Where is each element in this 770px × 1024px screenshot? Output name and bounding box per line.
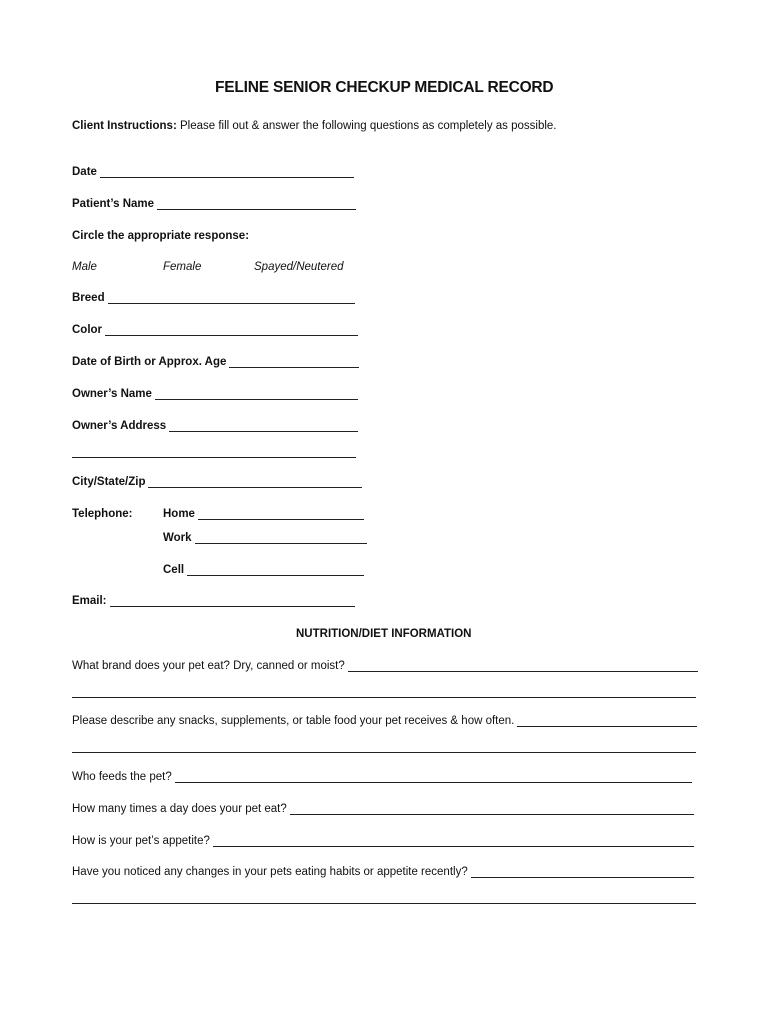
city-state-zip-field[interactable] — [72, 476, 362, 488]
brand-question[interactable] — [72, 660, 698, 672]
email-label: Email: — [72, 595, 107, 607]
changes-answer-line[interactable] — [471, 867, 694, 878]
feeds-question-label: Who feeds the pet? — [72, 771, 172, 783]
feeds-question[interactable] — [72, 771, 692, 783]
work-phone-field[interactable] — [163, 532, 367, 544]
home-phone-field[interactable] — [163, 508, 364, 520]
form-title: FELINE SENIOR CHECKUP MEDICAL RECORD — [215, 79, 554, 96]
client-instructions — [72, 120, 557, 132]
color-field[interactable] — [72, 324, 358, 336]
nutrition-heading: NUTRITION/DIET INFORMATION — [296, 628, 472, 640]
dob-field[interactable] — [72, 356, 359, 368]
option-male[interactable]: Male — [72, 261, 97, 273]
brand-answer-line[interactable] — [348, 661, 698, 672]
snacks-question-label: Please describe any snacks, supplements, or table food your pet receives & how often. — [72, 715, 515, 727]
home-phone-line[interactable] — [198, 509, 364, 520]
owner-name-line[interactable] — [155, 389, 358, 400]
times-question[interactable] — [72, 803, 694, 815]
instructions-text: Please fill out & answer the following questions as completely as possible. — [179, 120, 557, 132]
home-label: Home — [163, 508, 195, 520]
times-question-label: How many times a day does your pet eat? — [72, 803, 287, 815]
patient-name-field[interactable] — [72, 198, 356, 210]
cell-phone-field[interactable] — [163, 564, 364, 576]
work-label: Work — [163, 532, 192, 544]
date-field[interactable] — [72, 166, 354, 178]
cell-label: Cell — [163, 564, 185, 576]
telephone-label: Telephone: — [72, 508, 133, 520]
changes-question[interactable] — [72, 866, 694, 878]
brand-question-label: What brand does your pet eat? Dry, canned or moist? — [72, 660, 345, 672]
snacks-question[interactable] — [72, 715, 697, 727]
appetite-question-label: How is your pet’s appetite? — [72, 835, 210, 847]
appetite-question[interactable] — [72, 835, 694, 847]
owner-address-label: Owner’s Address — [72, 420, 167, 432]
appetite-answer-line[interactable] — [213, 836, 694, 847]
changes-answer-line-2[interactable] — [72, 903, 696, 904]
circle-prompt: Circle the appropriate response: — [72, 230, 250, 242]
city-state-zip-label: City/State/Zip — [72, 476, 146, 488]
date-line[interactable] — [100, 167, 354, 178]
breed-label: Breed — [72, 292, 105, 304]
snacks-answer-line-2[interactable] — [72, 752, 696, 753]
instructions-label: Client Instructions: — [72, 120, 177, 132]
city-state-zip-line[interactable] — [148, 477, 362, 488]
option-spayed-neutered[interactable]: Spayed/Neutered — [254, 261, 344, 273]
owner-address-line[interactable] — [169, 421, 358, 432]
owner-address-line-2[interactable] — [72, 457, 356, 458]
owner-address-field[interactable] — [72, 420, 358, 432]
date-label: Date — [72, 166, 97, 178]
breed-field[interactable] — [72, 292, 355, 304]
changes-question-label: Have you noticed any changes in your pets eating habits or appetite recently? — [72, 866, 468, 878]
times-answer-line[interactable] — [290, 804, 694, 815]
dob-line[interactable] — [229, 357, 359, 368]
feeds-answer-line[interactable] — [175, 772, 692, 783]
patient-name-line[interactable] — [157, 199, 356, 210]
color-label: Color — [72, 324, 103, 336]
brand-answer-line-2[interactable] — [72, 697, 696, 698]
color-line[interactable] — [105, 325, 358, 336]
breed-line[interactable] — [108, 293, 355, 304]
snacks-answer-line[interactable] — [517, 716, 697, 727]
cell-phone-line[interactable] — [187, 565, 364, 576]
email-field[interactable] — [72, 595, 355, 607]
email-line[interactable] — [110, 596, 355, 607]
option-female[interactable]: Female — [163, 261, 202, 273]
owner-name-field[interactable] — [72, 388, 358, 400]
work-phone-line[interactable] — [195, 533, 367, 544]
dob-label: Date of Birth or Approx. Age — [72, 356, 227, 368]
patient-name-label: Patient’s Name — [72, 198, 155, 210]
owner-name-label: Owner’s Name — [72, 388, 152, 400]
